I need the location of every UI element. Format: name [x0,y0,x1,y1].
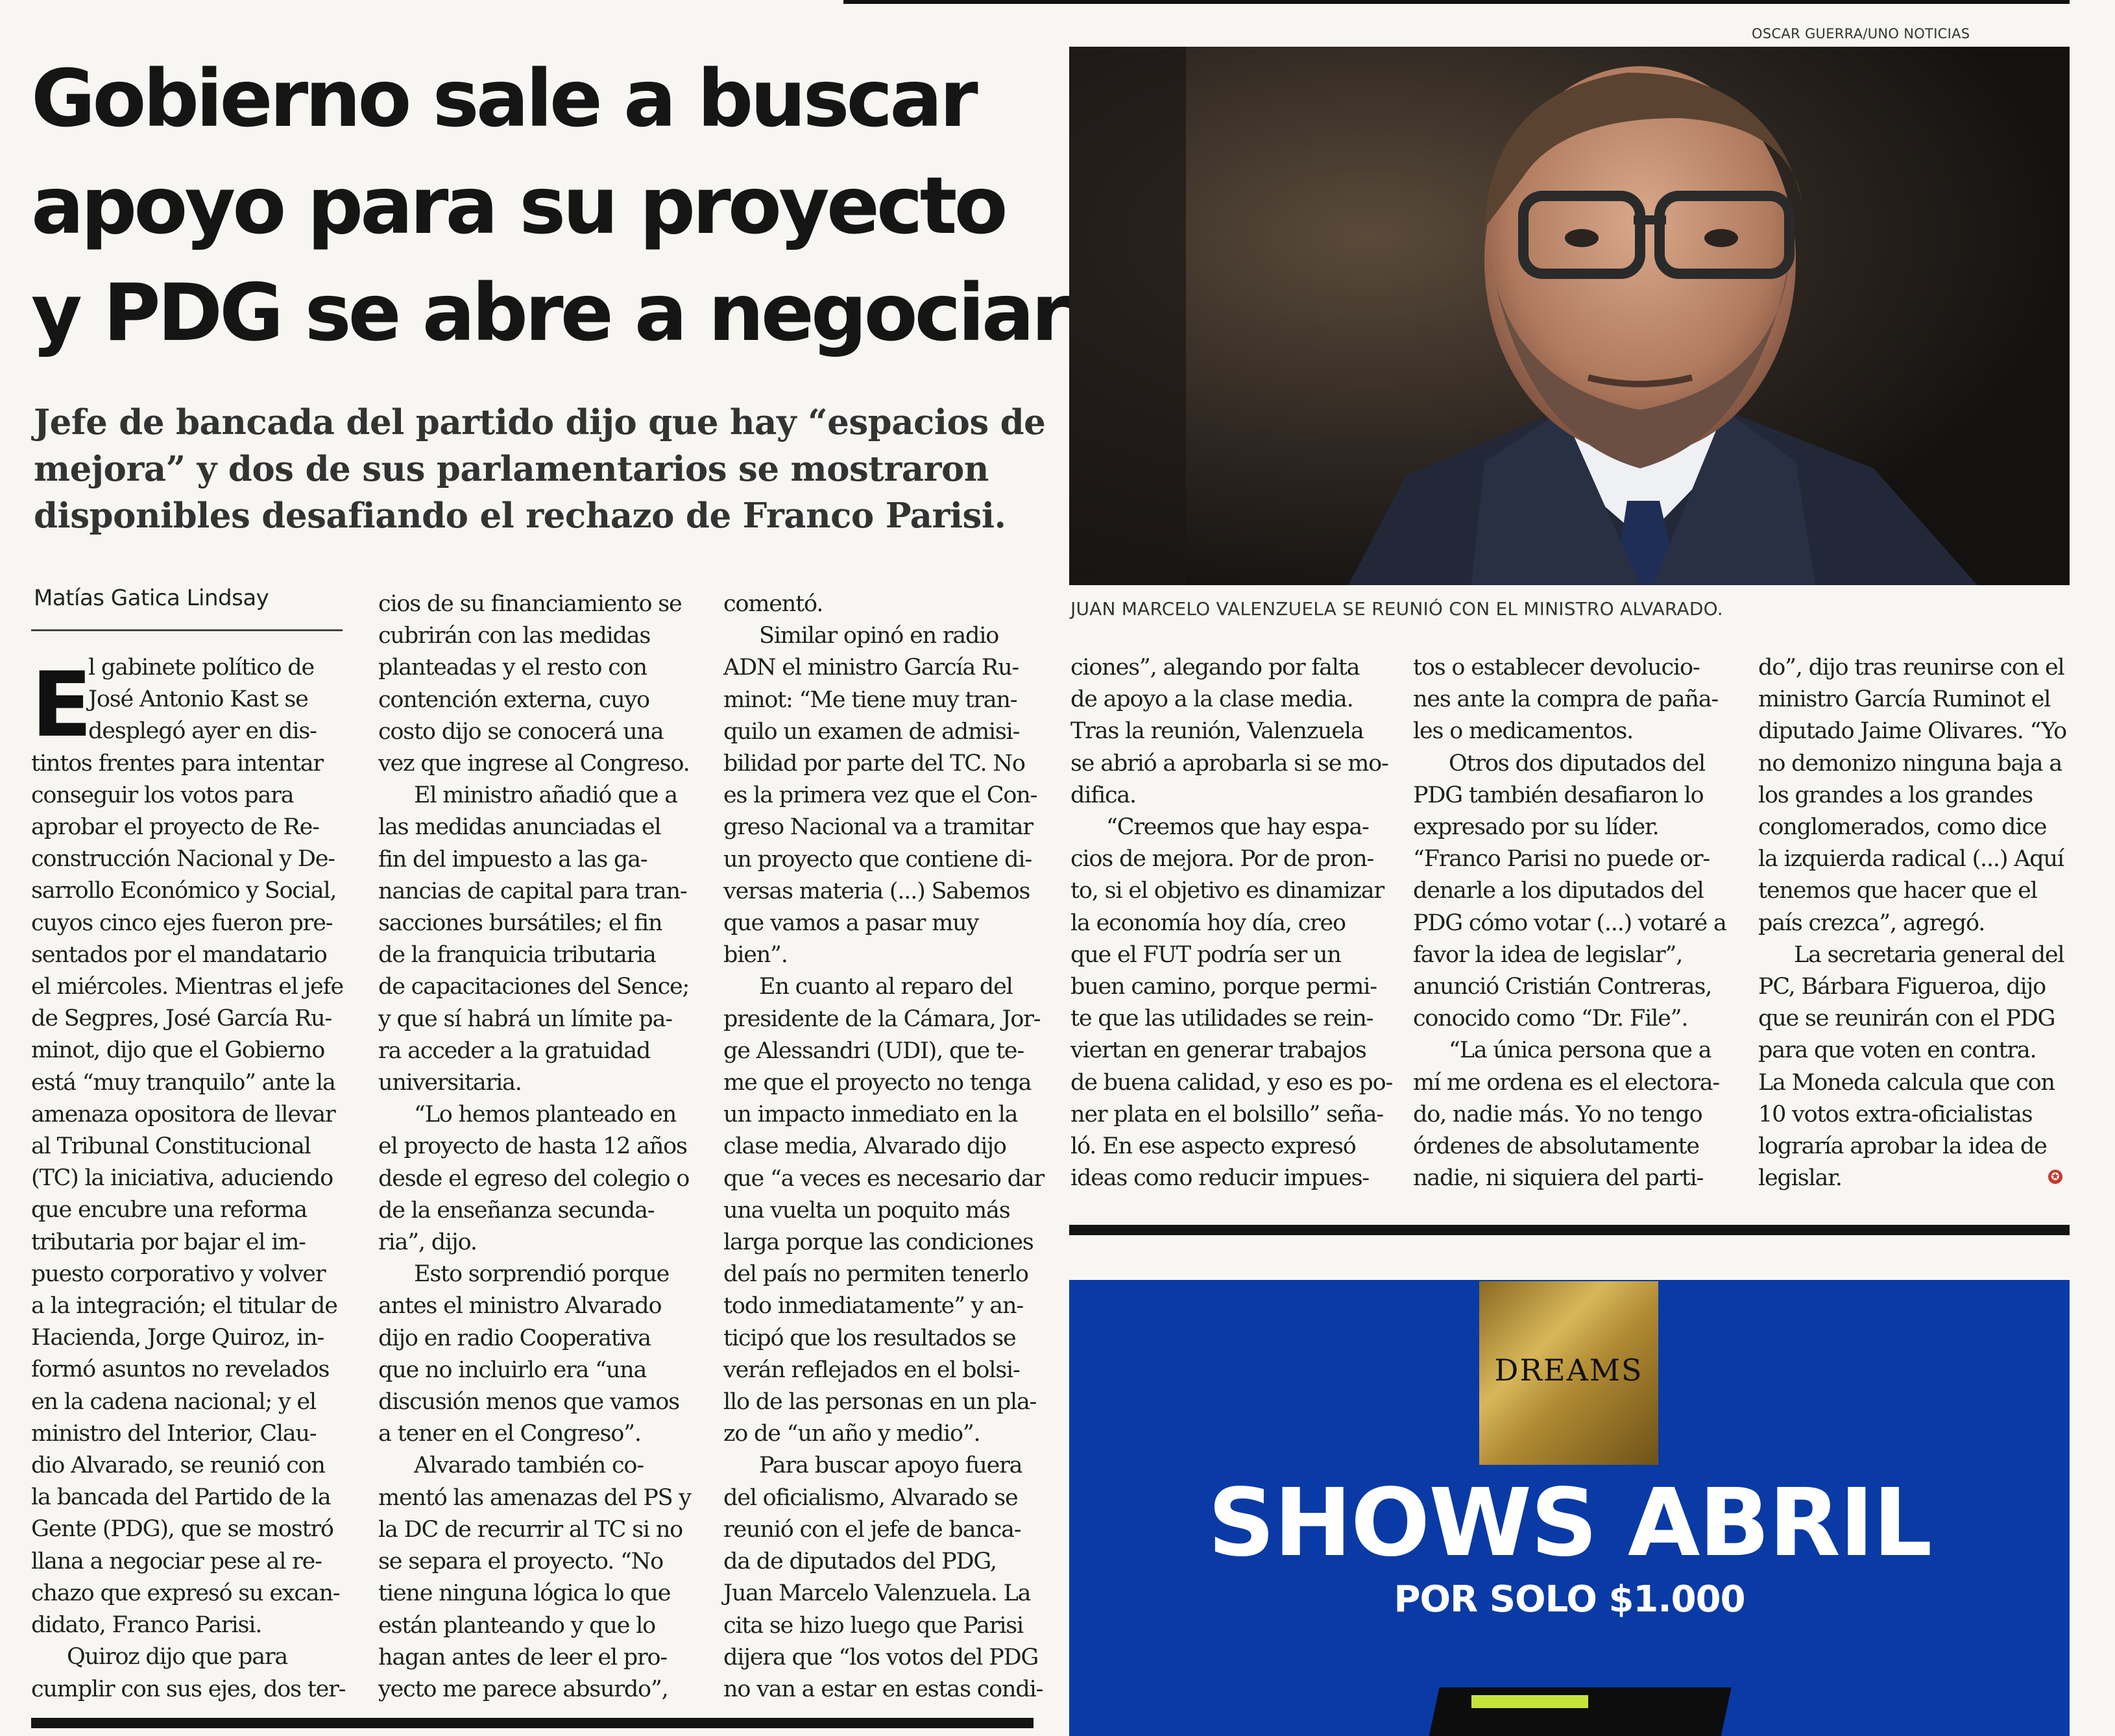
ad-title: SHOWS ABRIL [1207,1468,1931,1577]
article-column-5 [1413,652,1731,1194]
article-text-line: hagan antes de leer el pro- [378,1644,668,1670]
article-text-line: l gabinete político de [88,655,314,681]
ad-subtitle: POR SOLO $1.000 [1394,1578,1745,1621]
article-text-line: sacciones bursátiles; el fin [378,910,662,937]
advertisement[interactable] [1069,1280,2070,1736]
article-text-line: presidente de la Cámara, Jor- [723,1006,1041,1032]
logo-text: DREAMS [1494,1353,1643,1388]
article-text-line: Hacienda, Jorge Quiroz, in- [31,1325,324,1351]
article-text-line: de Segpres, José García Ru- [31,1006,332,1032]
article-text-line: cita se hizo luego que Parisi [723,1612,1023,1639]
article-text-line: La Moneda calcula que con [1758,1069,2055,1096]
article-text-line: se separa el proyecto. “No [378,1549,663,1575]
article-text-line: tiene ninguna lógica lo que [378,1580,671,1607]
article-text-line: formó asuntos no revelados [31,1356,330,1383]
article-text-line: quilo un examen de admisi- [723,718,1020,745]
article-text-line: ner plata en el bolsillo” seña- [1070,1101,1384,1127]
article-text-line: desplegó ayer en dis- [88,718,317,745]
article-text-line: viertan en generar trabajos [1070,1037,1366,1064]
subheadline [34,399,1046,539]
article-text-line: me que el proyecto no tenga [723,1070,1032,1096]
article-text-line: desde el egreso del colegio o [378,1165,690,1192]
article-text-line: tos o establecer devolucio- [1413,655,1700,681]
article-text-line: a la integración; el titular de [31,1293,337,1320]
article-text-line: sentados por el mandatario [31,941,327,968]
star-icon: ✪ [2048,1170,2062,1184]
article-text-line: que se reunirán con el PDG [1758,1006,2055,1032]
article-column-3 [723,588,1045,1706]
article-text-line: do”, dijo tras reunirse con el [1758,655,2064,681]
byline-rule [31,629,343,631]
article-text-line: la economía hoy día, creo [1070,910,1346,936]
article-text-line: Tras la reunión, Valenzuela [1070,718,1364,745]
article-text-line: ra acceder a la gratuidad [378,1037,651,1064]
article-text-line: que vamos a pasar muy [723,910,979,937]
article-text-line: ADN el ministro García Ru- [723,655,1019,681]
headline-line: Gobierno sale a buscar [31,53,975,145]
article-text-line: al Tribunal Constitucional [31,1133,311,1160]
article-text-line: la DC de recurrir al TC si no [378,1516,683,1543]
article-text-line: lograría aprobar la idea de [1758,1133,2047,1160]
article-text-line: el miércoles. Mientras el jefe [31,974,343,1000]
article-text-line: dio Alvarado, se reunió con [31,1453,325,1479]
article-text-line: El ministro añadió que a [414,782,677,809]
article-text-line: un proyecto que contiene di- [723,846,1032,873]
article-text-line: dijo en radio Cooperativa [378,1325,651,1351]
portrait-photo [1069,47,2070,585]
article-text-line: (TC) la iniciativa, aduciendo [31,1165,333,1192]
article-text-line: mentó las amenazas del PS y [378,1484,691,1511]
article-text-line: PDG cómo votar (...) votaré a [1413,910,1726,936]
article-text-line: comentó. [723,591,823,617]
article-text-line: 10 votos extra-oficialistas [1758,1101,2033,1127]
article-text-line: cios de mejora. Por de pron- [1070,846,1374,873]
article-text-line: chazo que expresó su excan- [31,1580,340,1606]
article-text-line: del país no permiten tenerlo [723,1261,1028,1288]
article-text-line: nancias de capital para tran- [378,878,687,904]
section-divider [1069,1225,2070,1235]
article-text-line: es la primera vez que el Con- [723,782,1037,809]
article-text-line: aprobar el proyecto de Re- [31,814,319,841]
article-text-line: las medidas anunciadas el [378,814,661,841]
article-text-line: tintos frentes para intentar [31,750,323,777]
article-text-line: ria”, dijo. [378,1229,477,1256]
article-text-line: “Creemos que hay espa- [1106,814,1369,841]
article-text-line: ló. En ese aspecto expresó [1070,1133,1356,1160]
photo-credit: OSCAR GUERRA/UNO NOTICIAS [1752,26,1970,42]
article-text-line: en la cadena nacional; y el [31,1388,316,1415]
article-text-line: amenaza opositora de llevar [31,1101,335,1127]
dreams-logo [1479,1281,1658,1465]
article-text-line: greso Nacional va a tramitar [723,814,1033,841]
article-text-line: anunció Cristián Contreras, [1413,974,1712,1000]
article-text-line: llo de las personas en un pla- [723,1389,1037,1416]
article-text-line: bien”. [723,942,788,969]
article-text-line: diputado Jaime Olivares. “Yo [1758,718,2066,745]
article-text-line: no demonizo ninguna baja a [1758,750,2062,777]
headline [31,45,1067,367]
article-text-line: Gente (PDG), que se mostró [31,1516,333,1543]
article-text-line: te que las utilidades se rein- [1070,1006,1373,1032]
article-text-line: denarle a los diputados del [1413,878,1704,904]
portrait-illustration [1069,47,2070,585]
article-text-line: que el FUT podría ser un [1070,941,1341,968]
article-text-line: Esto sorprendió porque [414,1261,670,1288]
article-text-line: ideas como reducir impues- [1070,1165,1369,1192]
article-text-line: zo de “un año y medio”. [723,1421,980,1447]
article-text-line: ministro del Interior, Clau- [31,1420,317,1447]
article-text-line: da de diputados del PDG, [723,1549,997,1575]
article-text-line: verán reflejados en el bolsi- [723,1356,1020,1383]
article-text-line: una vuelta un poquito más [723,1197,1010,1224]
article-text-line: conglomerados, como dice [1758,814,2047,841]
article-text-line: cubrirán con las medidas [378,623,651,649]
article-text-line: sarrollo Económico y Social, [31,878,337,904]
article-text-line: fin del impuesto a las ga- [378,846,647,873]
article-text-line: ministro García Ruminot el [1758,686,2051,713]
article-text-line: legislar. [1758,1165,1842,1192]
article-text-line: tributaria por bajar el im- [31,1229,306,1255]
article-text-line: de buena calidad, y eso es po- [1070,1069,1393,1096]
subheadline-line: mejora” y dos de sus parlamentarios se mostraron [34,449,989,489]
article-text-line: les o medicamentos. [1413,718,1634,745]
article-text-line: favor la idea de legislar”, [1413,941,1683,968]
article-text-line: “Lo hemos planteado en [414,1102,677,1128]
subheadline-line: Jefe de bancada del partido dijo que hay “espacios de [34,402,1046,442]
article-text-line: los grandes a los grandes [1758,782,2033,808]
article-text-line: nadie, ni siquiera del parti- [1413,1165,1704,1192]
article-column-6 [1758,652,2070,1194]
article-text-line: todo inmediatamente” y an- [723,1293,1023,1320]
article-text-line: están planteando y que lo [378,1612,656,1639]
article-text-line: contención externa, cuyo [378,686,649,713]
article-text-line: se abrió a aprobarla si se mo- [1070,750,1388,777]
article-text-line: de la enseñanza secunda- [378,1197,655,1224]
article-text-line: la izquierda radical (...) Aquí [1758,846,2064,873]
article-text-line: versas materia (...) Sabemos [723,878,1030,904]
article-text-line: larga porque las condiciones [723,1229,1033,1256]
article-text-line: PC, Bárbara Figueroa, dijo [1758,974,2046,1000]
article-text-line: mí me ordena es el electora- [1413,1069,1720,1096]
article-text-line: difica. [1070,782,1136,808]
article-text-line: de apoyo a la clase media. [1070,686,1353,713]
article-text-line: universitaria. [378,1070,522,1096]
article-text-line: a tener en el Congreso”. [378,1421,641,1447]
dropcap: E [31,653,93,757]
article-text-line: tenemos que hacer que el [1758,878,2037,904]
article-text-line: Quiroz dijo que para [67,1644,288,1670]
article-text-line: Similar opinó en radio [759,623,999,649]
byline: Matías Gatica Lindsay [34,585,269,611]
article-text-line: buen camino, porque permi- [1070,974,1377,1000]
article-text-line: costo dijo se conocerá una [378,718,664,745]
article-text-line: puesto corporativo y volver [31,1260,326,1287]
article-text-line: la bancada del Partido de la [31,1484,331,1511]
article-text-line: expresado por su líder. [1413,814,1659,841]
article-text-line: conseguir los votos para [31,782,294,808]
article-text-line: cumplir con sus ejes, dos ter- [31,1676,346,1702]
article-text-line: Otros dos diputados del [1449,750,1705,777]
article-text-line: Alvarado también co- [414,1453,644,1479]
article-text-line: y que sí habrá un límite pa- [378,1006,672,1032]
article-text-line: En cuanto al reparo del [759,974,1013,1000]
article-text-line: llana a negociar pese al re- [31,1548,322,1574]
top-rule [843,0,2070,4]
article-text-line: bilidad por parte del TC. No [723,751,1025,777]
bottom-divider [31,1718,1033,1728]
subheadline-line: disponibles desafiando el rechazo de Franco Parisi. [34,496,1006,536]
article-text-line: Para buscar apoyo fuera [759,1453,1022,1479]
article-text-line: vez que ingrese al Congreso. [378,751,690,777]
article-text-line: antes el ministro Alvarado [378,1293,662,1320]
article-text-line: cuyos cinco ejes fueron pre- [31,910,333,936]
article-text-line: reunió con el jefe de banca- [723,1516,1021,1543]
article-text-line: ticipó que los resultados se [723,1325,1016,1351]
article-text-line: de la franquicia tributaria [378,942,656,969]
article-text-line: yecto me parece absurdo”, [378,1676,668,1702]
article-text-line: Juan Marcelo Valenzuela. La [723,1580,1031,1607]
article-text-line: minot, dijo que el Gobierno [31,1037,325,1064]
article-text-line: planteadas y el resto con [378,655,647,681]
headline-line: y PDG se abre a negociar [31,267,1067,359]
article-text-line: cios de su financiamiento se [378,591,682,617]
article-text-line: ge Alessandri (UDI), que te- [723,1037,1024,1064]
article-text-line: conocido como “Dr. File”. [1413,1006,1688,1032]
article-text-line: discusión menos que vamos [378,1389,679,1416]
article-text-line: do, nadie más. Yo no tengo [1413,1101,1702,1127]
article-text-line: el proyecto de hasta 12 años [378,1133,687,1160]
headline-line: apoyo para su proyecto [31,160,1005,252]
article-text-line: para que voten en contra. [1758,1037,2036,1064]
article-text-line: José Antonio Kast se [88,686,308,713]
article-column-1 [31,652,349,1706]
article-text-line: no van a estar en estas condi- [723,1676,1043,1702]
article-text-line: construcción Nacional y De- [31,846,335,873]
photo-caption: JUAN MARCELO VALENZUELA SE REUNIÓ CON EL MINISTRO ALVARADO. [1070,598,1723,620]
article-text-line: está “muy tranquilo” ante la [31,1069,335,1096]
article-text-line: La secretaria general del [1794,941,2064,968]
article-text-line: del oficialismo, Alvarado se [723,1484,1018,1511]
article-text-line: “Franco Parisi no puede or- [1413,846,1710,873]
article-text-line: que no incluirlo era “una [378,1356,647,1383]
ticket-stripe [1471,1695,1588,1708]
article-text-line: dijera que “los votos del PDG [723,1644,1039,1670]
article-text-line: nes ante la compra de paña- [1413,686,1719,713]
article-text-line: PDG también desafiaron lo [1413,782,1704,808]
article-text-line: un impacto inmediato en la [723,1102,1018,1128]
article-text-line: minot: “Me tiene muy tran- [723,686,1017,713]
article-text-line: ciones”, alegando por falta [1070,655,1360,681]
article-text-line: “La única persona que a [1449,1037,1711,1064]
article-text-line: que “a veces es necesario dar [723,1165,1045,1192]
article-text-line: didato, Franco Parisi. [31,1612,262,1639]
article-column-4 [1070,652,1393,1194]
article-text-line: de capacitaciones del Sence; [378,974,690,1000]
article-text-line: to, si el objetivo es dinamizar [1070,878,1384,904]
article-text-line: país crezca”, agregó. [1758,910,1985,936]
article-text-line: órdenes de absolutamente [1413,1133,1699,1160]
article-column-2 [378,588,696,1706]
article-text-line: que encubre una reforma [31,1197,307,1224]
article-text-line: clase media, Alvarado dijo [723,1133,1006,1160]
